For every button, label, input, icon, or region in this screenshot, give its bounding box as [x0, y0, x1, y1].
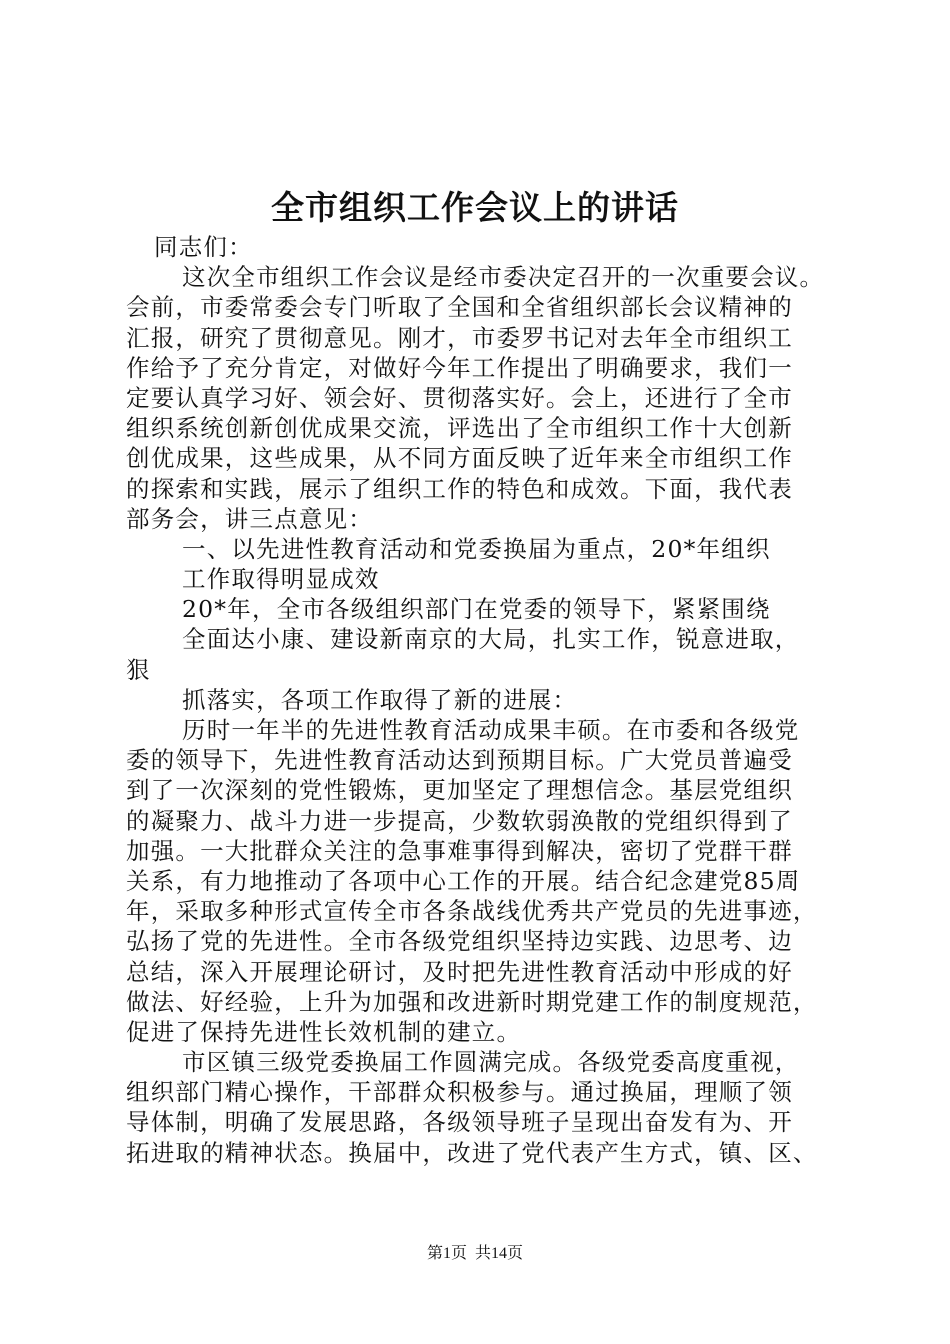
text-line: 加强。一大批群众关注的急事难事得到解决，密切了党群干群: [126, 836, 793, 865]
text-line: 会前，市委常委会专门听取了全国和全省组织部长会议精神的: [126, 293, 793, 322]
text-line: 导体制，明确了发展思路，各级领导班子呈现出奋发有为、开: [126, 1108, 793, 1137]
text-line: 这次全市组织工作会议是经市委决定召开的一次重要会议。: [182, 263, 825, 292]
text-line: 组织系统创新创优成果交流，评选出了全市组织工作十大创新: [126, 414, 793, 443]
text-line: 作给予了充分肯定，对做好今年工作提出了明确要求，我们一: [126, 353, 793, 382]
text-line: 总结，深入开展理论研讨，及时把先进性教育活动中形成的好: [126, 957, 793, 986]
text-line: 市区镇三级党委换届工作圆满完成。各级党委高度重视，: [182, 1048, 800, 1077]
text-line: 同志们：: [154, 233, 253, 261]
text-line: 拓进取的精神状态。换届中，改进了党代表产生方式，镇、区、: [126, 1138, 818, 1167]
text-line: 定要认真学习好、领会好、贯彻落实好。会上，还进行了全市: [126, 383, 793, 412]
text-line: 20*年，全市各级组织部门在党委的领导下，紧紧围绕: [182, 595, 771, 624]
page-footer: 第1页 共14页: [426, 1245, 523, 1262]
document-title: 全市组织工作会议上的讲话: [271, 188, 679, 227]
text-line: 狠: [126, 655, 151, 684]
text-line: 历时一年半的先进性教育活动成果丰硕。在市委和各级党: [182, 716, 800, 744]
text-line: 促进了保持先进性长效机制的建立。: [126, 1017, 522, 1046]
text-line: 工作取得明显成效: [182, 565, 380, 594]
text-line: 到了一次深刻的党性锻炼，更加坚定了理想信念。基层党组织: [126, 776, 793, 805]
text-line: 汇报，研究了贯彻意见。刚才，市委罗书记对去年全市组织工: [126, 323, 793, 352]
text-line: 弘扬了党的先进性。全市各级党组织坚持边实践、边思考、边: [126, 927, 793, 956]
text-line: 委的领导下，先进性教育活动达到预期目标。广大党员普遍受: [126, 746, 793, 775]
text-line: 组织部门精心操作，干部群众积极参与。通过换届，理顺了领: [126, 1078, 793, 1107]
document-body: [126, 232, 846, 1168]
text-line: 一、以先进性教育活动和党委换届为重点，20*年组织: [182, 534, 771, 563]
text-line: 抓落实，各项工作取得了新的进展：: [182, 685, 578, 714]
text-line: 部务会，讲三点意见：: [126, 504, 373, 533]
text-line: 关系，有力地推动了各项中心工作的开展。结合纪念建党85周: [126, 866, 801, 895]
text-line: 的凝聚力、战斗力进一步提高，少数软弱涣散的党组织得到了: [126, 806, 793, 835]
text-line: 全面达小康、建设新南京的大局，扎实工作，锐意进取，: [182, 625, 800, 654]
text-line: 创优成果，这些成果，从不同方面反映了近年来全市组织工作: [126, 444, 793, 473]
text-line: 年，采取多种形式宣传全市各条战线优秀共产党员的先进事迹，: [126, 897, 818, 926]
text-line: 做法、好经验，上升为加强和改进新时期党建工作的制度规范，: [126, 987, 818, 1016]
text-line: 的探索和实践，展示了组织工作的特色和成效。下面，我代表: [126, 474, 793, 503]
